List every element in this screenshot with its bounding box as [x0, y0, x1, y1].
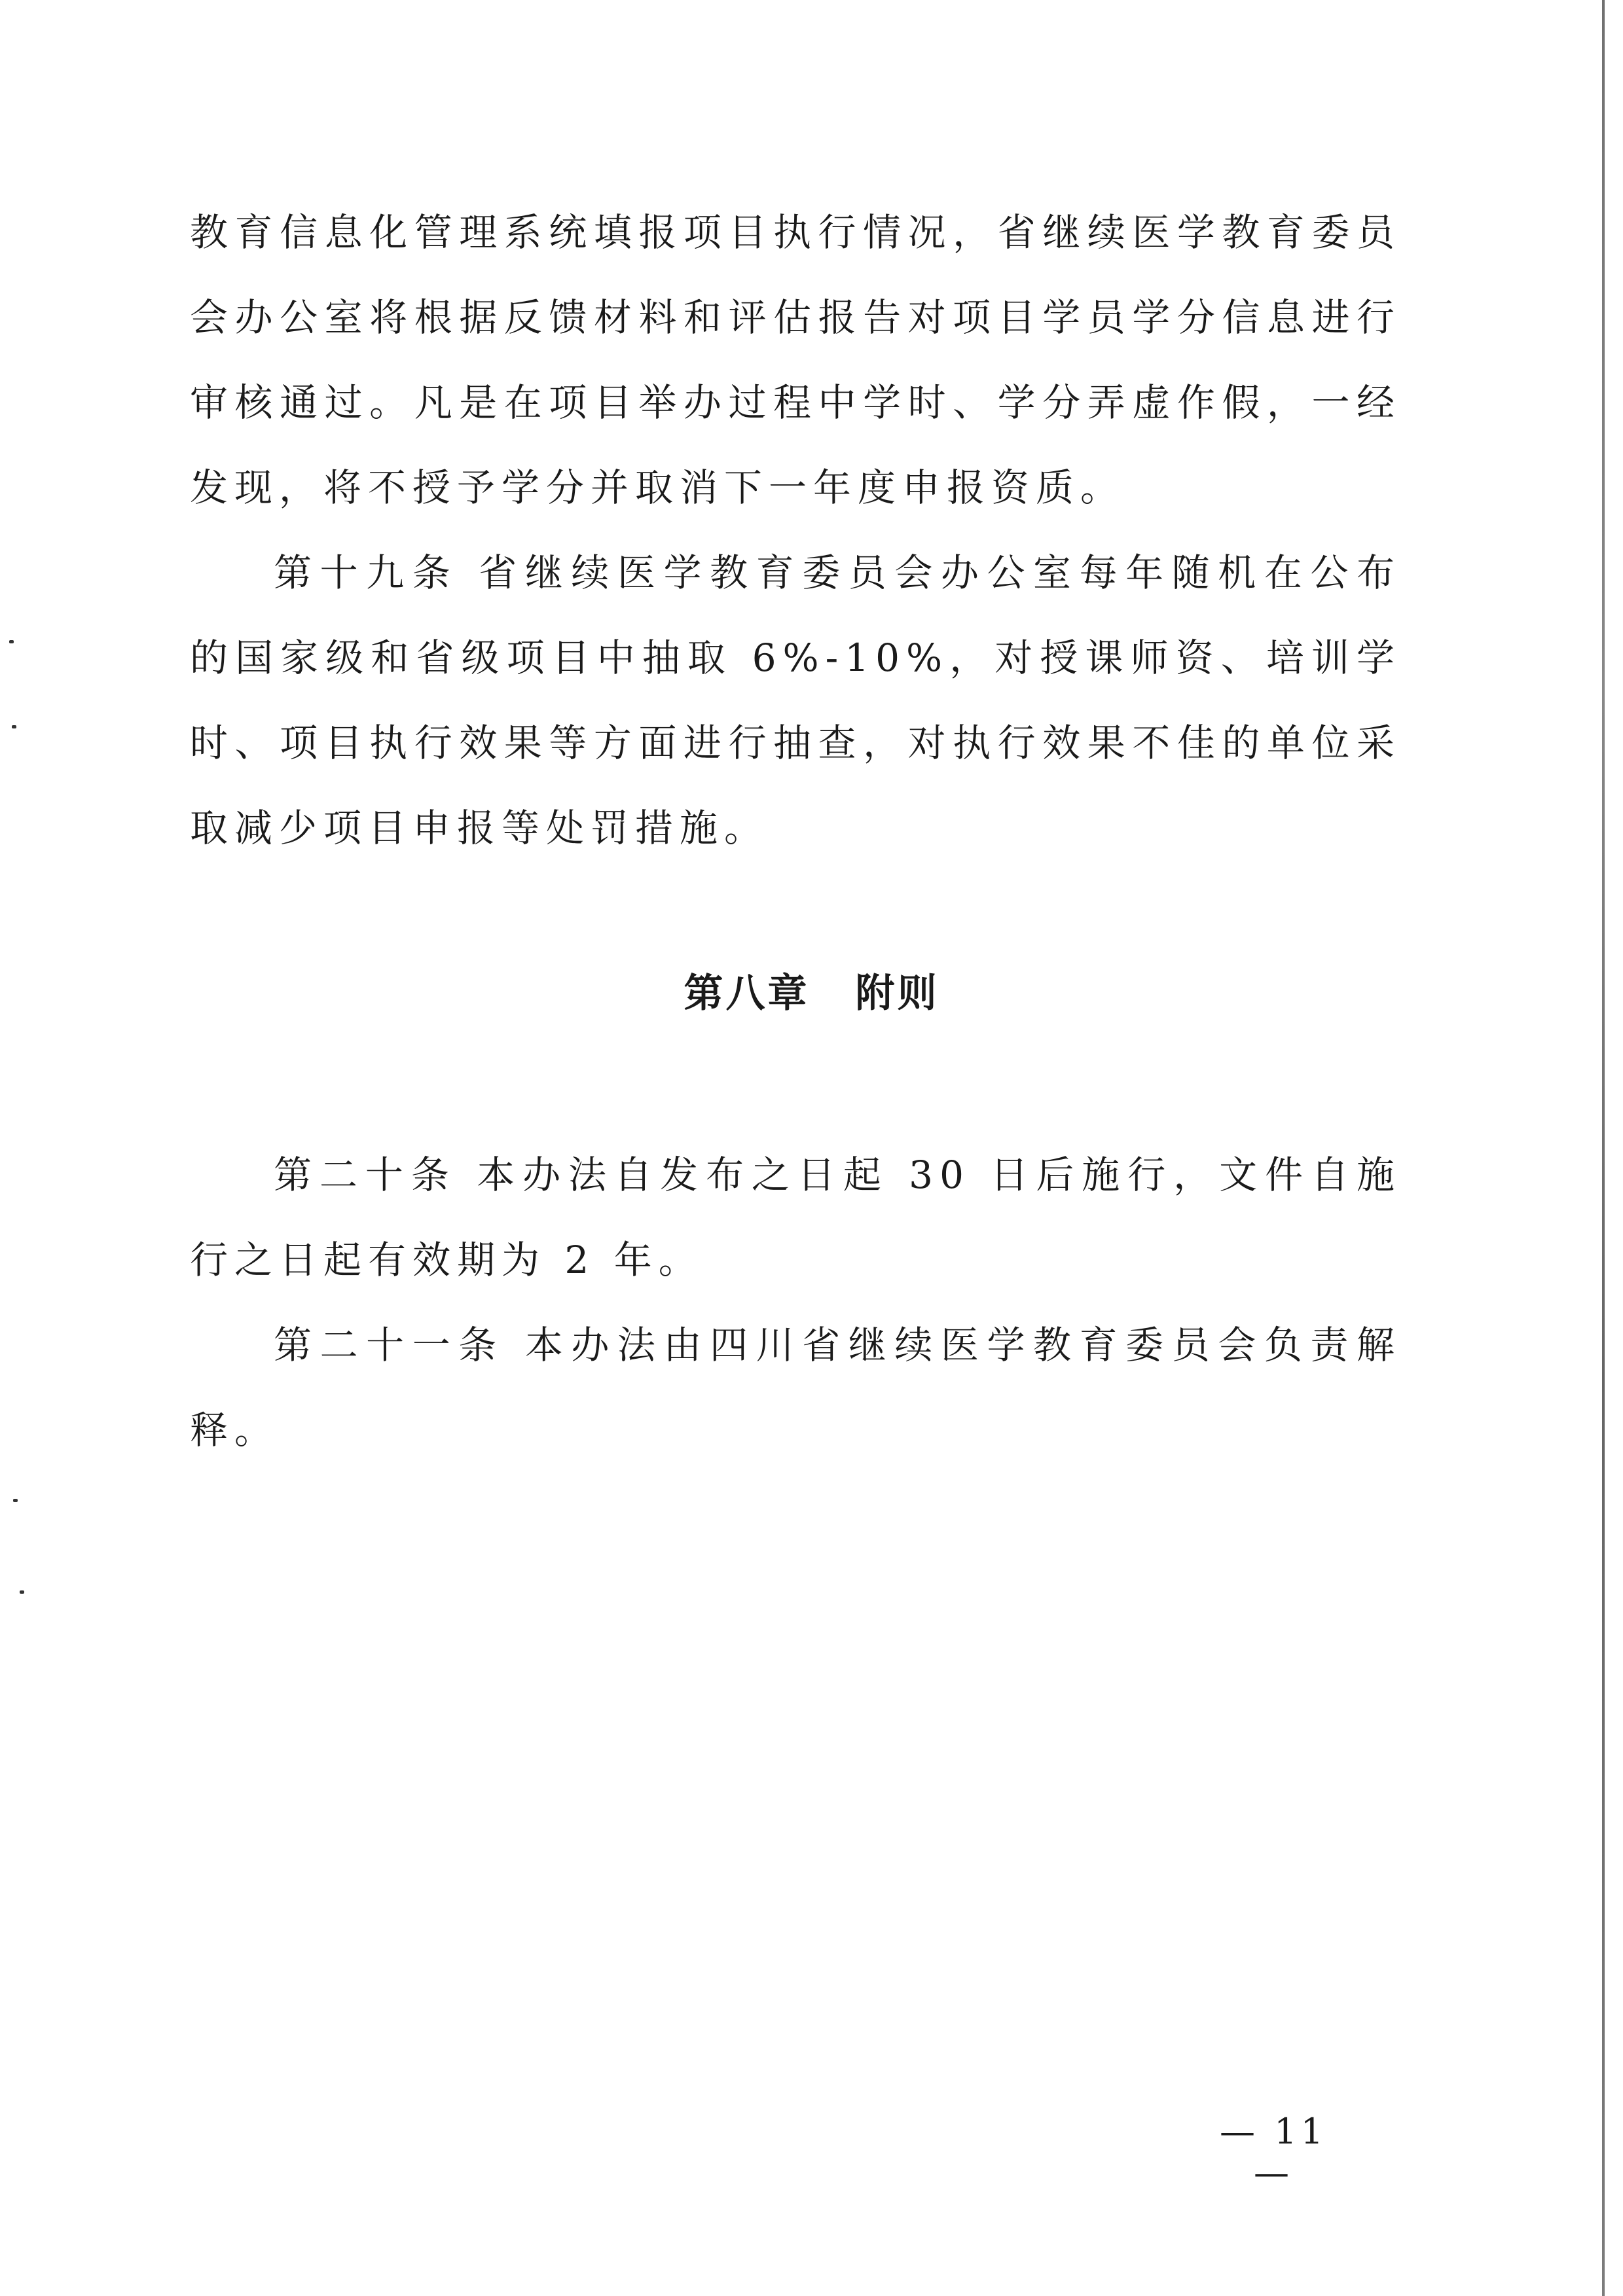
paragraph-article-21: 第二十一条 本办法由四川省继续医学教育委员会负责解释。 [190, 1323, 1401, 1452]
chapter-heading [0, 962, 1623, 1018]
chapter-title: 附则 [855, 971, 939, 1016]
scan-speck [9, 640, 14, 643]
paragraph-continued: 教育信息化管理系统填报项目执行情况，省继续医学教育委员会办公室将根据反馈材料和评估报告对项目学员学分信息进行审核通过。凡是在项目举办过程中学时、学分弄虚作假，一经发现，将不授予学分并取消下一年度申报资质。 [190, 210, 1401, 510]
scan-speck [13, 1499, 18, 1502]
body-text-top [190, 190, 1401, 870]
chapter-number: 第八章 [684, 971, 810, 1016]
scan-speck [20, 1590, 24, 1594]
scan-speck [12, 725, 16, 728]
body-text-bottom [190, 1132, 1401, 1473]
paragraph-article-20: 第二十条 本办法自发布之日起 30 日后施行，文件自施行之日起有效期为 2 年。 [190, 1153, 1401, 1282]
paragraph-article-19: 第十九条 省继续医学教育委员会办公室每年随机在公布的国家级和省级项目中抽取 6%-10%，对授课师资、培训学时、项目执行效果等方面进行抽查，对执行效果不佳的单位采取减少项目申报等处罚措施。 [190, 550, 1401, 850]
scan-edge-line [1602, 0, 1605, 2296]
page-number: — 11 — [1220, 2111, 1327, 2193]
